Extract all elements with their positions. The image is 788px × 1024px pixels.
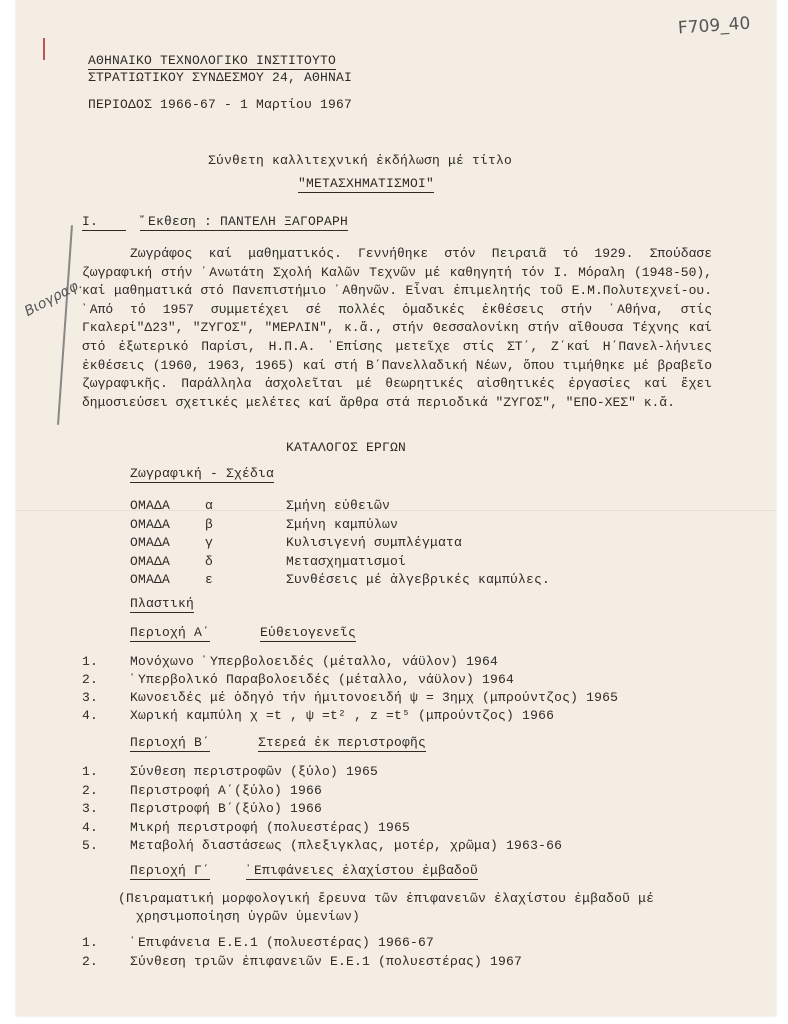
group-label: ΟΜΑΔΑ	[130, 516, 171, 532]
area-b-item-number: 3.	[82, 801, 99, 817]
group-title: Σμήνη εὐθειῶν	[286, 498, 391, 513]
area-a-item-number: 2.	[82, 672, 99, 687]
area-b-item-text: Περιστροφή Β΄(ξύλο) 1966	[130, 801, 323, 817]
area-c-note-line2: χρησιμοποίηση ὑγρῶν ὑμενίων)	[136, 909, 361, 924]
group-label: ΟΜΑΔΑ	[130, 572, 171, 587]
sculpture-heading: Πλαστική	[130, 596, 195, 611]
group-letter: α	[205, 498, 214, 513]
margin-note: Βιογραφ.	[21, 276, 86, 320]
area-b-item-text: Μεταβολή διαστάσεως (πλεξιγκλας, μοτέρ, χρῶμα) 1963-66	[130, 838, 563, 854]
biography-paragraph: Ζωγράφος καί μαθηματικός. Γεννήθηκε στόν Πειραιᾶ τό 1929. Σπούδασε ζωγραφική στήν ᾿Ανωτάτη Σχολή Καλῶν Τεχνῶν μέ καθηγητή τόν Ι. Μόραλη (1948-50), καί μαθηματικά στό Πανεπιστήμιο ᾿Αθηνῶν. Εἶναι ἐπιμελητής τοῦ Ε.Μ.Πολυτεχνεί-ου. ᾿Από τό 1957 συμμετέχει σέ πολλές ὁμαδικές ἐκθέσεις στήν ᾿Αθήνα, στίς Γκαλερί"Δ23", "ΖΥΓΟΣ", "ΜΕΡΛΙΝ", κ.ἄ., στήν Θεσσαλονίκη στήν αἴθουσα Τέχνης καί στό ἐξωτερικό Παρίσι, Η.Π.Α. ᾿Επίσης μετεῖχε στίς ΣΤ΄, Ζ΄καί Η΄Πανελ-λήνιες ἐκθέσεις (1960, 1963, 1965) καί στή Β΄Πανελλαδική Νέων, ὅπου τιμήθηκε μέ βραβεῖο ζωγραφικῆς. Παράλληλα ἀσχολεῖται μέ θεωρητικές αἰσθητικές ἐργασίες καί ἔχει δημοσιεύσει σχετικές μελέτες καί ἄρθρα στά περιοδικά "ΖΥΓΟΣ", "ΕΠΟ-ΧΕΣ" κ.ἄ.	[82, 246, 712, 410]
group-title: Σμήνη καμπύλων	[286, 516, 399, 532]
institute-name: ΑΘΗΝΑΙΚΟ ΤΕΧΝΟΛΟΓΙΚΟ ΙΝΣΤΙΤΟΥΤΟ	[88, 53, 337, 68]
area-a-item-number: 4.	[82, 708, 99, 723]
group-title: Μετασχηματισμοί	[286, 553, 407, 569]
area-b-item-number: 1.	[82, 764, 99, 779]
group-letter: β	[205, 516, 214, 532]
group-title: Συνθέσεις μέ ἀλγεβρικές καμπύλες.	[286, 572, 551, 587]
group-letter: γ	[205, 535, 214, 550]
painting-heading: Ζωγραφική - Σχέδια	[130, 466, 275, 481]
area-a-label: Περιοχή Α΄	[130, 625, 211, 640]
area-a-item-number: 3.	[82, 690, 99, 705]
area-b-item-number: 5.	[82, 838, 99, 854]
area-c-label: Περιοχή Γ΄	[130, 863, 211, 878]
section-numeral: I.	[82, 214, 126, 231]
group-title: Κυλισιγενή συμπλέγματα	[286, 535, 463, 550]
event-description: Σύνθετη καλλιτεχνική ἐκδήλωση μέ τίτλο	[208, 153, 513, 168]
area-a-title: Εὐθειογενεῖς	[260, 625, 357, 640]
catalogue-title: ΚΑΤΑΛΟΓΟΣ ΕΡΓΩΝ	[286, 440, 407, 455]
area-a-item-text: Κωνοειδές μέ ὁδηγό τήν ἡμιτονοειδή ψ = 3ημχ (μπρούντζος) 1965	[130, 690, 619, 705]
area-c-title: ᾿Επιφάνειες ἐλαχίστου ἐμβαδοῦ	[246, 863, 479, 878]
group-label: ΟΜΑΔΑ	[130, 498, 171, 513]
area-b-item-text: Σύνθεση περιστροφῶν (ξύλο) 1965	[130, 764, 379, 779]
area-b-title: Στερεά ἐκ περιστροφῆς	[258, 735, 427, 750]
area-a-item-number: 1.	[82, 654, 99, 669]
area-c-item-number: 1.	[82, 935, 99, 950]
area-a-item-text: ῾Υπερβολικό Παραβολοειδές (μέταλλο, νάϋλον) 1964	[130, 672, 515, 687]
archive-number: F709_40	[677, 13, 751, 39]
area-c-item-text: Σύνθεση τριῶν ἐπιφανειῶν Ε.Ε.1 (πολυεστέρας) 1967	[130, 953, 523, 969]
period: ΠΕΡΙΟΔΟΣ 1966-67 - 1 Μαρτίου 1967	[88, 97, 353, 112]
area-a-item-text: Μονόχωνο ῾Υπερβολοειδές (μέταλλο, νάϋλον) 1964	[130, 654, 499, 669]
group-letter: ε	[205, 572, 214, 587]
area-b-item-number: 4.	[82, 819, 99, 835]
pencil-tick	[43, 38, 45, 60]
institute-address: ΣΤΡΑΤΙΩΤΙΚΟΥ ΣΥΝΔΕΣΜΟΥ 24, ΑΘΗΝΑΙ	[88, 70, 353, 85]
area-c-note-line1: (Πειραματική μορφολογική ἔρευνα τῶν ἐπιφανειῶν ἐλαχίστου ἐμβαδοῦ μέ	[118, 891, 655, 906]
area-b-item-number: 2.	[82, 782, 99, 798]
group-label: ΟΜΑΔΑ	[130, 553, 171, 569]
group-letter: δ	[205, 553, 214, 569]
section-heading: ῎Εκθεση : ΠΑΝΤΕΛΗ ΞΑΓΟΡΑΡΗ	[140, 214, 349, 229]
event-title: "ΜΕΤΑΣΧΗΜΑΤΙΣΜΟΙ"	[298, 176, 435, 191]
area-b-item-text: Μικρή περιστροφή (πολυεστέρας) 1965	[130, 819, 411, 835]
area-c-item-number: 2.	[82, 953, 99, 969]
area-b-item-text: Περιστροφή Α΄(ξύλο) 1966	[130, 782, 323, 798]
group-label: ΟΜΑΔΑ	[130, 535, 171, 550]
area-a-item-text: Χωρική καμπύλη χ =t , ψ =t² , z =t⁵ (μπρούντζος) 1966	[130, 708, 555, 723]
area-c-item-text: ᾿Επιφάνεια Ε.Ε.1 (πολυεστέρας) 1966-67	[130, 935, 435, 950]
area-b-label: Περιοχή Β΄	[130, 735, 211, 750]
